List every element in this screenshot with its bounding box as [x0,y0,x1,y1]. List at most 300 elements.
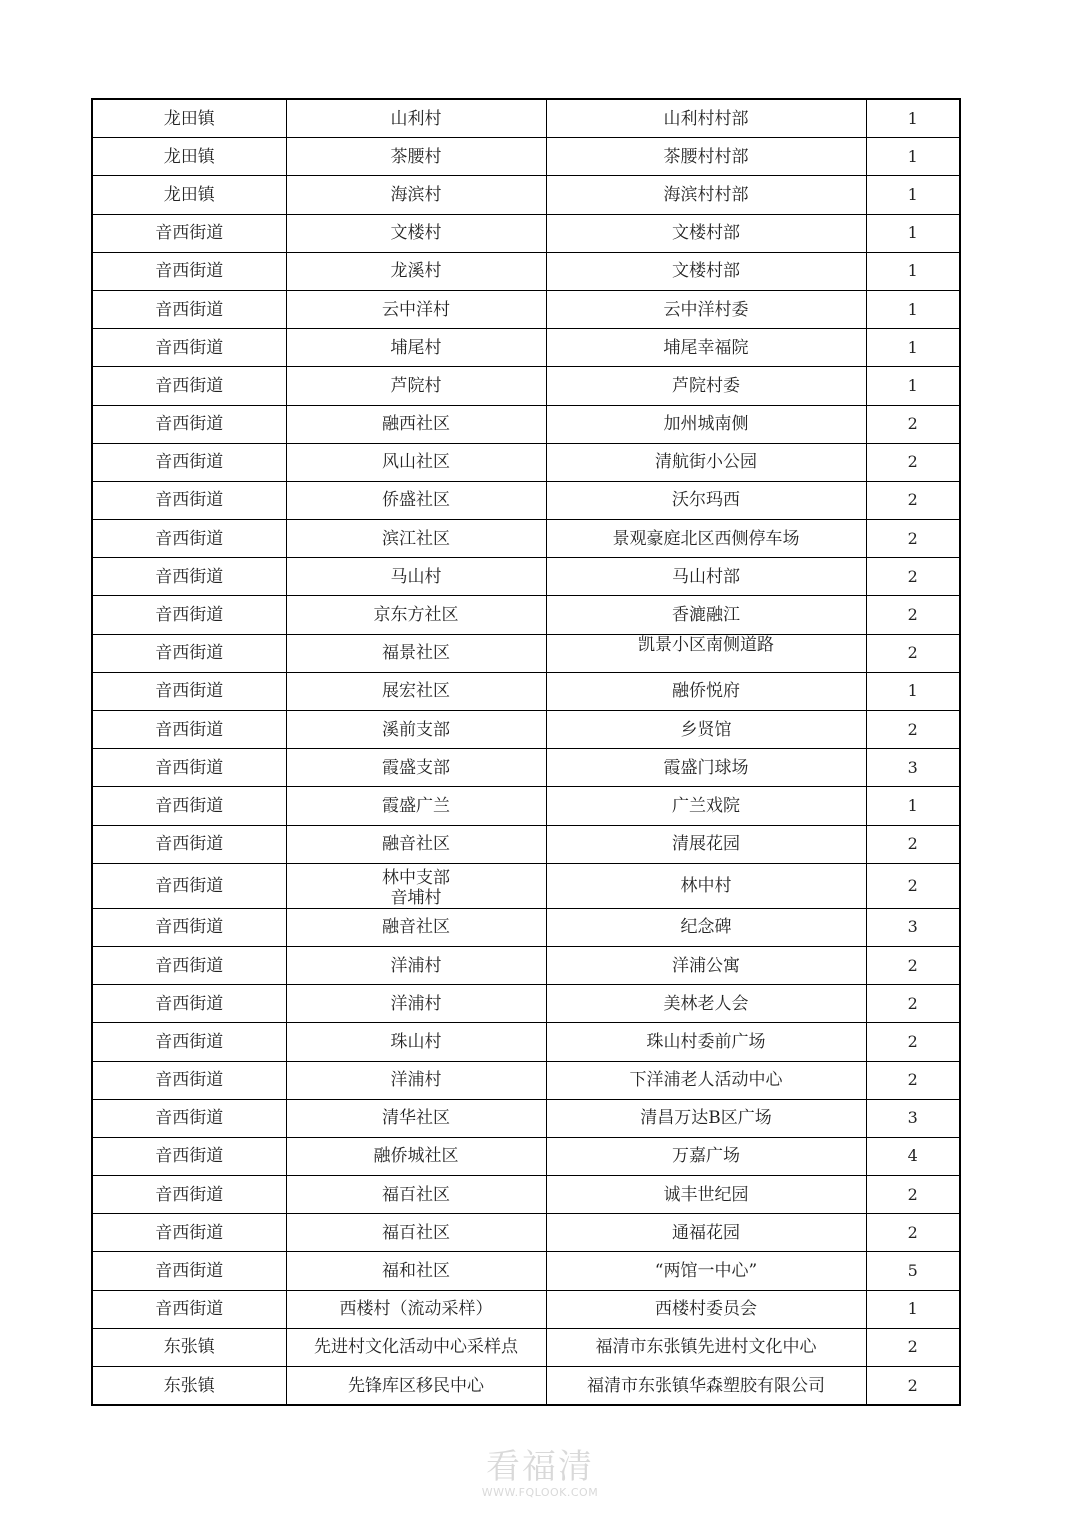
cell-text: 1 [907,108,918,128]
cell-count [866,985,960,1023]
table-row [92,1176,960,1214]
cell-town [92,634,286,672]
cell-village [286,138,546,176]
cell-text: 2 [907,414,918,434]
cell-text: 龙田镇 [163,108,215,129]
cell-count [866,558,960,596]
cell-site [546,749,866,787]
cell-village [286,825,546,863]
cell-village [286,1137,546,1175]
cell-site [546,367,866,405]
cell-text: 福清市东张镇先进村文化中心 [595,1337,817,1358]
cell-town [92,711,286,749]
cell-town [92,1099,286,1137]
cell-site [546,290,866,328]
cell-count [866,1099,960,1137]
cell-text: 福和社区 [382,1261,450,1282]
cell-town [92,1061,286,1099]
cell-site [546,1290,866,1328]
table-row [92,138,960,176]
cell-text: 福清市东张镇华森塑胶有限公司 [587,1375,825,1396]
cell-text: 音西街道 [155,681,224,702]
cell-text: 乡贤馆 [680,719,732,740]
cell-village [286,99,546,138]
cell-text: 西楼村委员会 [655,1299,757,1320]
cell-count [866,787,960,825]
cell-site [546,520,866,558]
cell-text: 音西街道 [155,490,224,511]
cell-text: 2 [907,1184,918,1204]
cell-text: 沃尔玛西 [672,490,740,511]
table-row [92,176,960,214]
cell-text: 2 [907,528,918,548]
cell-village [286,329,546,367]
cell-text: 文楼村部 [672,223,740,244]
cell-text: 1 [907,184,918,204]
sampling-sites-table [91,98,961,1406]
cell-text: 霞盛门球场 [663,757,749,778]
cell-count [866,405,960,443]
cell-text: 2 [907,834,918,854]
table-row [92,863,960,908]
cell-text: 云中洋村委 [663,299,749,320]
cell-count [866,672,960,710]
cell-text: 山利村村部 [663,108,749,129]
cell-village [286,1367,546,1406]
cell-text: 融音社区 [382,834,450,855]
cell-town [92,481,286,519]
cell-count [866,481,960,519]
cell-village [286,1290,546,1328]
cell-text: 霞盛广兰 [382,795,450,816]
table-row [92,634,960,672]
cell-town [92,520,286,558]
cell-site [546,138,866,176]
table-row [92,290,960,328]
cell-town [92,825,286,863]
cell-text: 音西街道 [155,875,224,896]
cell-count [866,443,960,481]
cell-town [92,176,286,214]
table-row [92,99,960,138]
cell-village [286,176,546,214]
cell-town [92,290,286,328]
cell-text: 3 [907,757,918,777]
cell-town [92,787,286,825]
cell-text: 文楼村部 [672,261,740,282]
cell-count [866,367,960,405]
cell-text: 龙溪村 [390,261,442,282]
table-row [92,252,960,290]
cell-site [546,99,866,138]
cell-town [92,367,286,405]
cell-text: 音西街道 [155,566,224,587]
cell-village [286,985,546,1023]
cell-count [866,863,960,908]
cell-site [546,596,866,634]
cell-site [546,946,866,984]
cell-text: 音西街道 [155,1222,224,1243]
cell-text: 美林老人会 [663,993,749,1014]
cell-text: 2 [907,875,918,895]
cell-count [866,711,960,749]
cell-text: 埔尾村 [390,337,442,358]
cell-count [866,634,960,672]
cell-town [92,443,286,481]
cell-site [546,1214,866,1252]
cell-text: 1 [907,337,918,357]
cell-site [546,443,866,481]
cell-count [866,749,960,787]
cell-count [866,908,960,946]
cell-text: 福百社区 [382,1222,450,1243]
cell-text: 东张镇 [163,1337,215,1358]
cell-site [546,1099,866,1137]
cell-text: 文楼村 [390,223,442,244]
cell-text: 音西街道 [155,605,224,626]
cell-text: 下洋浦老人活动中心 [629,1070,783,1091]
cell-text: 1 [907,261,918,281]
cell-text: 东张镇 [163,1375,215,1396]
cell-text: 1 [907,299,918,319]
cell-text: 音西街道 [155,1146,224,1167]
cell-text: 洋浦村 [390,955,442,976]
cell-text: 京东方社区 [373,605,459,626]
cell-text: 2 [907,719,918,739]
cell-site [546,1137,866,1175]
cell-text: 音西街道 [155,528,224,549]
cell-text: 融音社区 [382,917,450,938]
cell-town [92,252,286,290]
cell-text: 2 [907,1070,918,1090]
cell-count [866,520,960,558]
cell-count [866,1137,960,1175]
cell-town [92,985,286,1023]
cell-text: 融西社区 [382,414,450,435]
cell-town [92,596,286,634]
table-row [92,481,960,519]
cell-site [546,176,866,214]
cell-count [866,1023,960,1061]
table-row [92,908,960,946]
cell-count [866,825,960,863]
cell-site [546,863,866,908]
cell-site [546,1367,866,1406]
table-row [92,711,960,749]
cell-town [92,405,286,443]
cell-village [286,672,546,710]
cell-text: 2 [907,643,918,663]
cell-town [92,749,286,787]
cell-text: 5 [907,1261,918,1281]
cell-count [866,99,960,138]
cell-town [92,1023,286,1061]
cell-town [92,1137,286,1175]
cell-text: 2 [907,1031,918,1051]
cell-text: 展宏社区 [382,681,450,702]
cell-village [286,1176,546,1214]
cell-count [866,596,960,634]
table-row [92,558,960,596]
cell-text: 马山村部 [672,566,740,587]
cell-text: 音西街道 [155,414,224,435]
cell-site [546,214,866,252]
cell-village [286,252,546,290]
cell-site [546,634,866,672]
cell-text: 景观豪庭北区西侧停车场 [612,528,800,549]
cell-town [92,1328,286,1366]
cell-village [286,558,546,596]
table-row [92,443,960,481]
cell-text: 2 [907,1375,918,1395]
cell-text: 山利村 [390,108,442,129]
cell-text: 1 [907,681,918,701]
cell-text: 1 [907,1299,918,1319]
cell-village [286,443,546,481]
cell-village [286,1214,546,1252]
cell-text: 广兰戏院 [672,795,740,816]
table-row [92,1099,960,1137]
cell-text: 2 [907,955,918,975]
table-row [92,946,960,984]
cell-text: 音西街道 [155,1261,224,1282]
cell-village [286,290,546,328]
cell-text: 音西街道 [155,1299,224,1320]
cell-count [866,290,960,328]
cell-town [92,946,286,984]
cell-count [866,1252,960,1290]
table-row [92,985,960,1023]
cell-site [546,405,866,443]
cell-text: 风山社区 [382,452,450,473]
cell-town [92,1290,286,1328]
cell-village [286,946,546,984]
cell-text: 加州城南侧 [663,414,749,435]
cell-village [286,1328,546,1366]
cell-text: 音西街道 [155,834,224,855]
table-row [92,1061,960,1099]
cell-text: 清展花园 [672,834,740,855]
cell-text: 1 [907,223,918,243]
cell-text: 芦院村 [390,375,442,396]
cell-text: 融侨城社区 [373,1146,459,1167]
cell-town [92,99,286,138]
cell-text: 音西街道 [155,917,224,938]
cell-site [546,1061,866,1099]
cell-text: 福景社区 [382,643,450,664]
cell-text: 洋浦公寓 [672,955,740,976]
cell-text: 茶腰村 [390,146,442,167]
cell-village [286,405,546,443]
cell-site [546,1328,866,1366]
cell-town [92,214,286,252]
cell-text: 音西街道 [155,337,224,358]
cell-text: 音西街道 [155,452,224,473]
cell-text: 溪前支部 [382,719,450,740]
cell-text: 茶腰村村部 [663,146,749,167]
cell-count [866,329,960,367]
cell-text: 海滨村村部 [663,184,749,205]
cell-text: 1 [907,146,918,166]
cell-text: 纪念碑 [680,917,732,938]
cell-text: 侨盛社区 [382,490,450,511]
cell-town [92,1214,286,1252]
cell-count [866,1367,960,1406]
cell-village [286,1252,546,1290]
cell-text: 珠山村 [390,1031,442,1052]
cell-text: 芦院村委 [672,375,740,396]
cell-site [546,1252,866,1290]
cell-text: 2 [907,566,918,586]
cell-count [866,946,960,984]
cell-village [286,520,546,558]
cell-town [92,1252,286,1290]
cell-text: 1 [907,795,918,815]
cell-text: 龙田镇 [163,146,215,167]
cell-count [866,176,960,214]
cell-text: 香漉融江 [672,605,740,626]
table-row [92,520,960,558]
cell-count [866,1328,960,1366]
cell-text: 万嘉广场 [672,1146,740,1167]
cell-text: 先进村文化活动中心采样点 [314,1337,518,1358]
cell-text: 龙田镇 [163,184,215,205]
cell-text: 凯景小区南侧道路 [638,635,774,656]
cell-text: 2 [907,1337,918,1357]
cell-town [92,1367,286,1406]
table-row [92,1290,960,1328]
watermark-main-text: 看福清 [486,1447,594,1487]
cell-text: 马山村 [390,566,442,587]
cell-text: 洋浦村 [390,993,442,1014]
cell-site [546,672,866,710]
cell-text: 珠山村委前广场 [646,1031,766,1052]
cell-site [546,329,866,367]
table-row [92,1367,960,1406]
table-row [92,1252,960,1290]
cell-text: 1 [907,375,918,395]
cell-village [286,596,546,634]
cell-count [866,1214,960,1252]
cell-text: 音西街道 [155,1184,224,1205]
cell-town [92,672,286,710]
table-row [92,367,960,405]
cell-text: 诚丰世纪园 [663,1184,749,1205]
cell-text: 音西街道 [155,1108,224,1129]
cell-count [866,252,960,290]
table-row [92,1137,960,1175]
cell-village [286,1099,546,1137]
table-row [92,825,960,863]
cell-text: 西楼村（流动采样） [339,1299,493,1320]
cell-text: 福百社区 [382,1184,450,1205]
cell-site [546,711,866,749]
cell-town [92,863,286,908]
cell-text: 2 [907,490,918,510]
cell-village [286,1023,546,1061]
table-row [92,329,960,367]
cell-text: 音西街道 [155,223,224,244]
watermark-url-text: WWW.FQLOOK.COM [481,1486,599,1499]
cell-village [286,711,546,749]
cell-text: “两馆一中心” [654,1261,758,1282]
table-row [92,749,960,787]
watermark-logo [470,1448,610,1500]
cell-text: 清航街小公园 [655,452,757,473]
cell-text: 4 [907,1146,918,1166]
cell-text: 清昌万达B区广场 [640,1108,772,1129]
cell-site [546,1023,866,1061]
cell-count [866,1176,960,1214]
cell-text: 埔尾幸福院 [663,337,749,358]
cell-town [92,329,286,367]
cell-text: 2 [907,452,918,472]
cell-text: 音西街道 [155,1070,224,1091]
cell-site [546,558,866,596]
cell-text: 2 [907,1222,918,1242]
cell-site [546,908,866,946]
cell-village [286,908,546,946]
cell-text: 2 [907,605,918,625]
cell-village [286,787,546,825]
table-row [92,672,960,710]
cell-text: 海滨村 [390,184,442,205]
table-row [92,1214,960,1252]
table-row [92,405,960,443]
cell-site [546,252,866,290]
cell-village [286,214,546,252]
cell-site [546,787,866,825]
cell-text: 3 [907,1108,918,1128]
cell-text: 音西街道 [155,375,224,396]
cell-text: 清华社区 [382,1108,450,1129]
cell-text: 音西街道 [155,993,224,1014]
cell-text: 音西街道 [155,299,224,320]
table-row [92,1023,960,1061]
cell-text: 3 [907,917,918,937]
cell-text: 音西街道 [155,261,224,282]
cell-site [546,481,866,519]
cell-site [546,985,866,1023]
cell-text: 云中洋村 [382,299,450,320]
cell-village [286,367,546,405]
cell-text: 2 [907,993,918,1013]
cell-text: 林中支部 音埔村 [382,867,450,908]
cell-town [92,138,286,176]
cell-text: 音西街道 [155,643,224,664]
cell-village [286,863,546,908]
cell-site [546,1176,866,1214]
table-row [92,214,960,252]
cell-text: 音西街道 [155,757,224,778]
cell-count [866,214,960,252]
cell-village [286,1061,546,1099]
cell-text: 音西街道 [155,955,224,976]
cell-text: 通福花园 [672,1222,740,1243]
cell-text: 林中村 [680,875,732,896]
cell-village [286,634,546,672]
cell-village [286,481,546,519]
cell-text: 滨江社区 [382,528,450,549]
table-body [92,99,960,1405]
table-row [92,1328,960,1366]
cell-text: 先锋库区移民中心 [348,1375,484,1396]
cell-count [866,1061,960,1099]
cell-count [866,1290,960,1328]
table-row [92,596,960,634]
cell-town [92,1176,286,1214]
cell-text: 音西街道 [155,795,224,816]
